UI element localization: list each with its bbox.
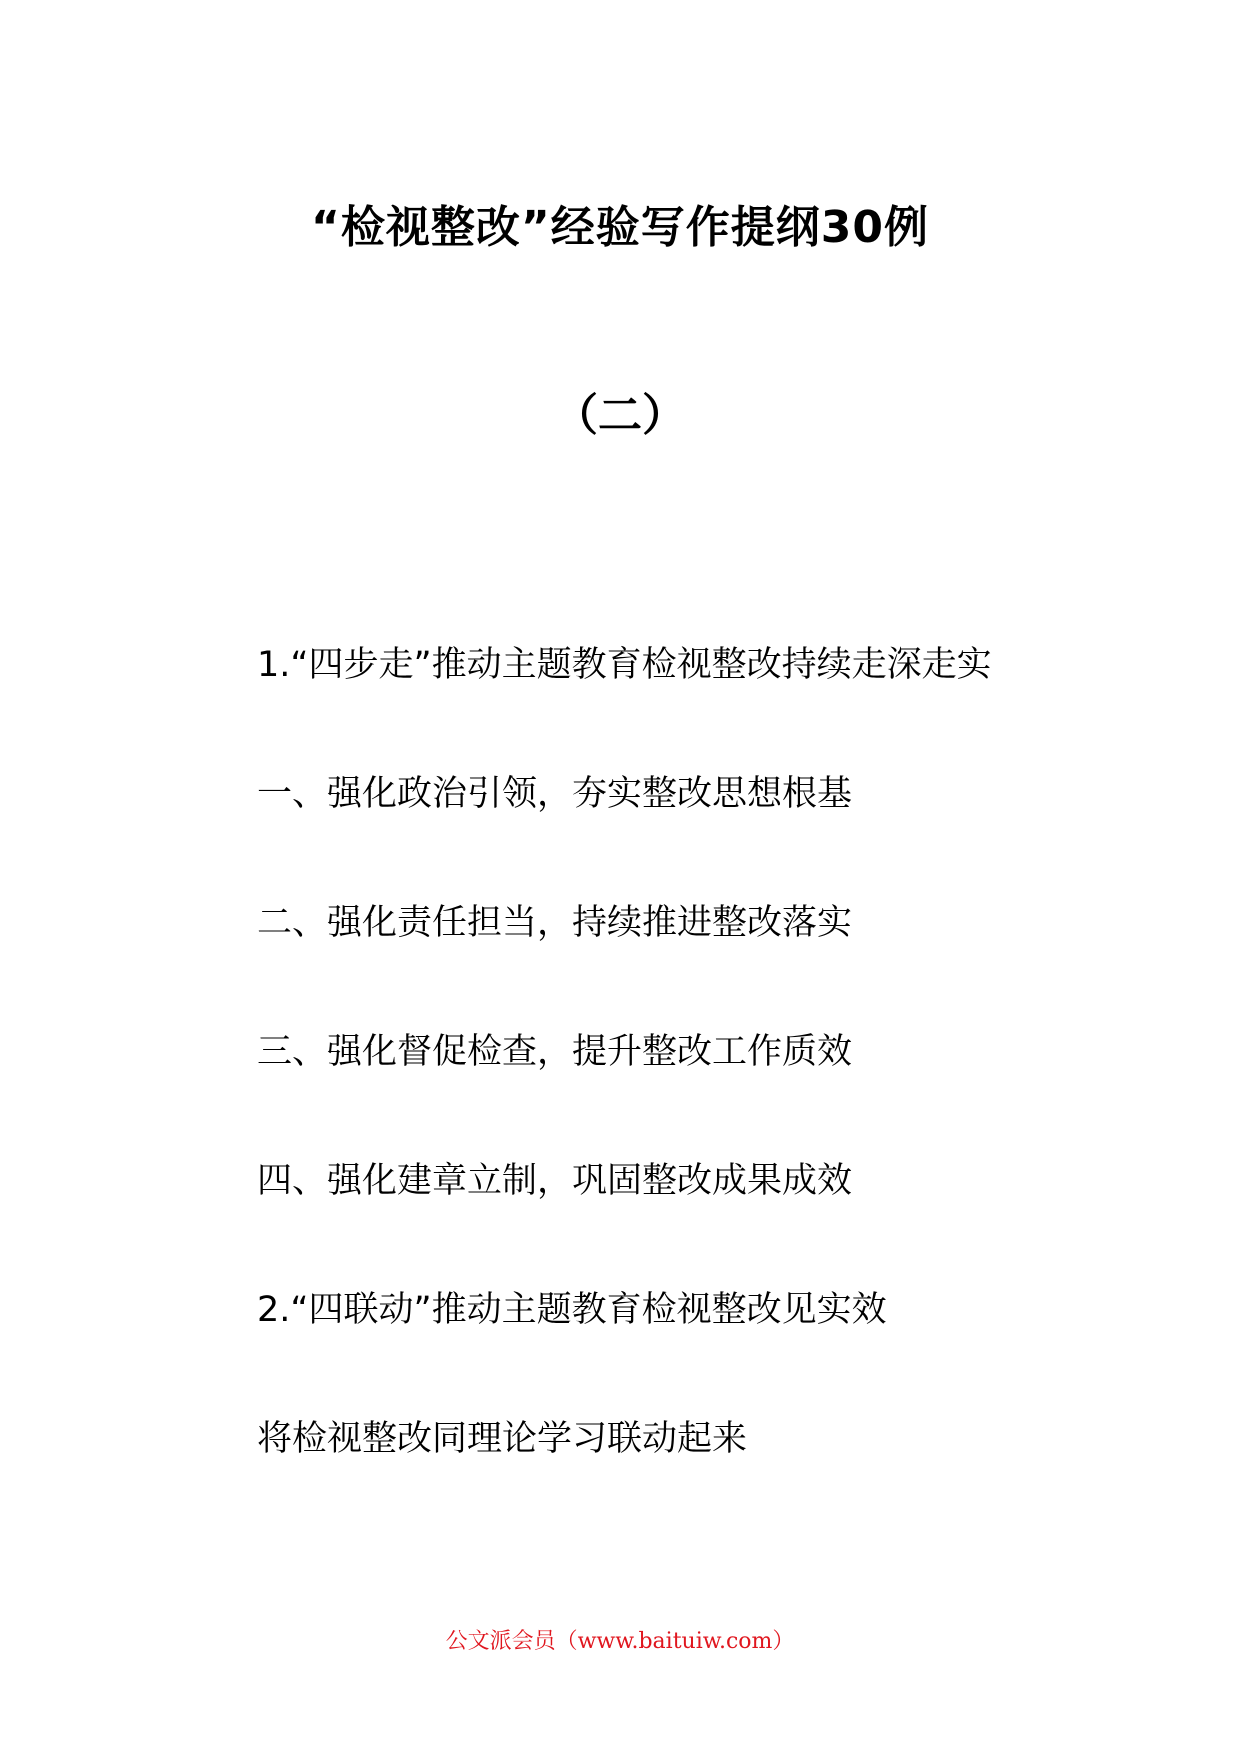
outline-item-4: 三、强化督促检查，提升整改工作质效 bbox=[257, 1032, 853, 1072]
outline-item-5: 四、强化建章立制，巩固整改成果成效 bbox=[257, 1161, 853, 1201]
outline-item-1: 1.“四步走”推动主题教育检视整改持续走深走实 bbox=[257, 645, 992, 685]
document-subtitle: （二） bbox=[554, 390, 686, 441]
outline-item-7: 将检视整改同理论学习联动起来 bbox=[257, 1419, 748, 1459]
outline-item-3: 二、强化责任担当，持续推进整改落实 bbox=[257, 903, 853, 943]
outline-item-6: 2.“四联动”推动主题教育检视整改见实效 bbox=[257, 1290, 887, 1330]
outline-item-2: 一、强化政治引领，夯实整改思想根基 bbox=[257, 774, 853, 814]
footer-watermark-text: 公文派会员（www.baituiw.com） bbox=[445, 1629, 795, 1654]
document-title: “检视整改”经验写作提纲30例 bbox=[310, 202, 930, 253]
